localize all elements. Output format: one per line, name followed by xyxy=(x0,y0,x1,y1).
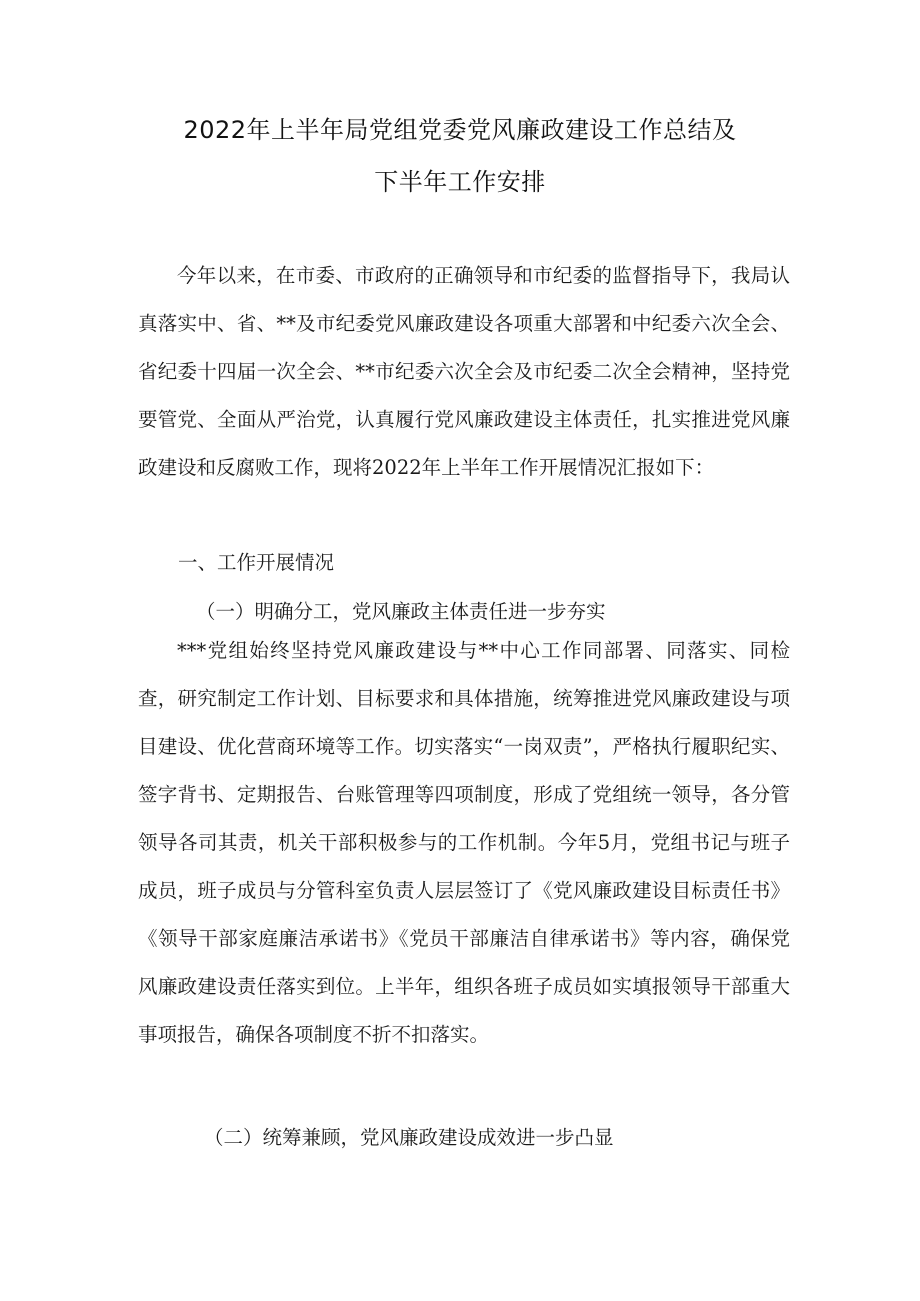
section-heading-work-status: 一、工作开展情况 xyxy=(178,551,335,574)
subsection-heading-overall-planning: （二）统筹兼顾，党风廉政建设成效进一步凸显 xyxy=(204,1126,614,1149)
subsection-paragraph-division-of-labor: ***党组始终坚持党风廉政建设与**中心工作同部署、同落实、同检查，研究制定工作计划、目标要求和具体措施，统筹推进党风廉政建设与项目建设、优化营商环境等工作。切实落实“一岗双责”，严格执行履职纪实、签字背书、定期报告、台账管理等四项制度，形成了党组统一领导，各分管领导各司其责，机关干部积极参与的工作机制。今年5月，党组书记与班子成员，班子成员与分管科室负责人层层签订了《党风廉政建设目标责任书》《领导干部家庭廉洁承诺书》《党员干部廉洁自律承诺书》等内容，确保党风廉政建设责任落实到位。上半年，组织各班子成员如实填报领导干部重大事项报告，确保各项制度不折不扣落实。 xyxy=(138,639,790,1046)
intro-paragraph: 今年以来，在市委、市政府的正确领导和市纪委的监督指导下，我局认真落实中、省、**及市纪委党风廉政建设各项重大部署和中纪委六次全会、省纪委十四届一次全会、**市纪委六次全会及市纪委二次全会精神，坚持党要管党、全面从严治党，认真履行党风廉政建设主体责任，扎实推进党风廉政建设和反腐败工作，现将2022年上半年工作开展情况汇报如下： xyxy=(138,264,790,479)
document-title-line2: 下半年工作安排 xyxy=(374,168,546,196)
document-title-line1: 2022年上半年局党组党委党风廉政建设工作总结及 xyxy=(183,116,737,144)
subsection-heading-division-of-labor: （一）明确分工，党风廉政主体责任进一步夯实 xyxy=(196,600,606,623)
